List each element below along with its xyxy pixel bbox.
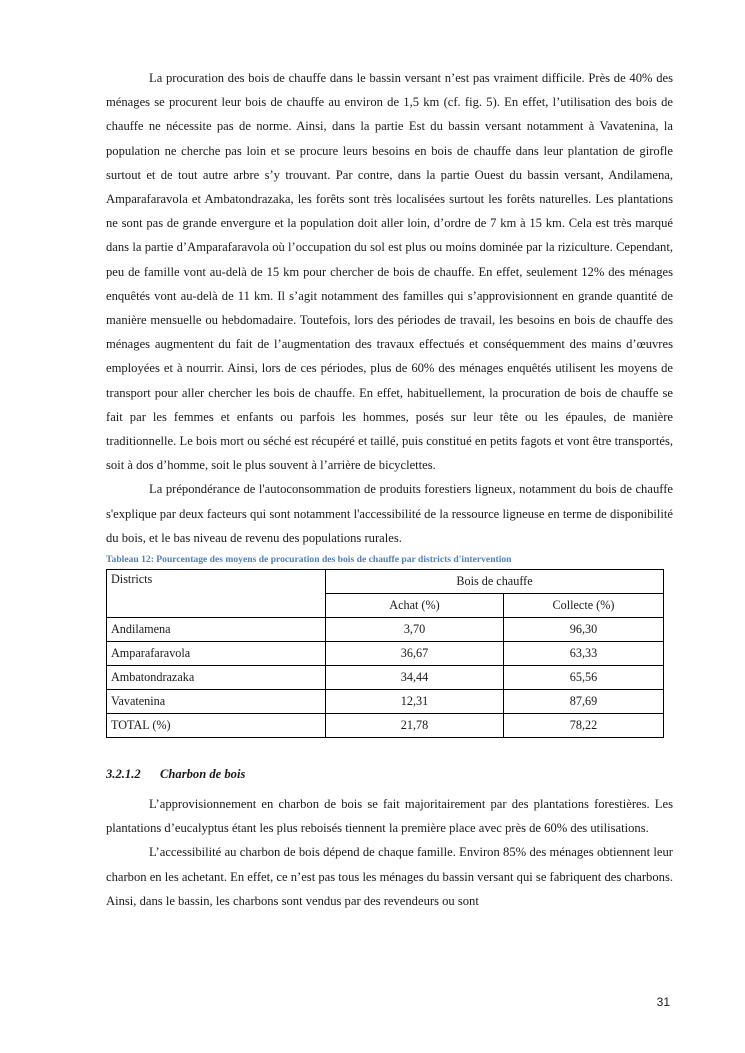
cell-achat: 3,70: [326, 618, 504, 642]
header-bois-de-chauffe: Bois de chauffe: [326, 570, 664, 594]
table-header-row: [107, 570, 664, 594]
cell-collecte: 65,56: [504, 666, 664, 690]
table-row: [107, 618, 664, 642]
table-caption: Tableau 12: Pourcentage des moyens de procuration des bois de chauffe par districts d'intervention: [106, 554, 512, 566]
cell-achat: 21,78: [326, 714, 504, 738]
cell-collecte: 78,22: [504, 714, 664, 738]
paragraph-autoconsommation: La prépondérance de l'autoconsommation de produits forestiers ligneux, notamment du bois de chauffe s'explique par deux facteurs qui sont notamment l'accessibilité de la ressource ligneuse en terme de disponibilité du bois, et le bas niveau de revenu des populations rurales.: [106, 482, 673, 545]
cell-district: Amparafaravola: [107, 642, 326, 666]
header-collecte: Collecte (%): [504, 594, 664, 618]
cell-achat: 36,67: [326, 642, 504, 666]
paragraph-charbon-accessibilite: L’accessibilité au charbon de bois dépend de chaque famille. Environ 85% des ménages obtiennent leur charbon en les achetant. En effet, ce n’est pas tous les ménages du bassin versant qui se fabriquent des charbons. Ainsi, dans le bassin, les charbons sont vendus par des revendeurs ou sont: [106, 845, 674, 908]
table-row: [107, 642, 664, 666]
header-achat: Achat (%): [326, 594, 504, 618]
document-page: [106, 66, 673, 913]
cell-district: Andilamena: [107, 618, 326, 642]
paragraph-charbon-approvisionnement: L’approvisionnement en charbon de bois se fait majoritairement par des plantations forestières. Les plantations d’eucalyptus étant les plus reboisés tiennent la première place avec près de 60% des utilisations.: [106, 797, 673, 836]
procurement-table: [106, 569, 664, 738]
cell-collecte: 63,33: [504, 642, 664, 666]
table-row-total: [107, 714, 664, 738]
cell-collecte: 87,69: [504, 690, 664, 714]
paragraph-bois-de-chauffe-procuration: La procuration des bois de chauffe dans le bassin versant n’est pas vraiment difficile. Près de 40% des ménages se procurent leur bois de chauffe au environ de 1,5 km (cf. fig. 5). En effet, l’utilisation des bois de chauffe ne nécessite pas de norme. Ainsi, dans la partie Est du bassin versant notamment à Vavatenina, la population ne cherche pas loin et se procure leurs besoins en bois de chauffe dans leur plantation de girofle surtout et de tout autre arbre s’y trouvant. Par contre, dans la partie Ouest du bassin versant, Andilamena, Amparafaravola et Ambatondrazaka, les forêts sont très localisées surtout les forêts naturelles. Les plantations ne sont pas de grande envergure et la population doit aller loin, d’ordre de 7 km à 15 km. Cela est très marqué dans la partie d’Amparafaravola où l’occupation du sol est plus ou moins dominée par la riziculture. Cependant, peu de famille vont au-delà de 15 km pour chercher de bois de chauffe. En effet, seulement 12% des ménages enquêtés vont au-delà de 11 km. Il s’agit notamment des familles qui s’approvisionnent en grande quantité de manière mensuelle ou hebdomadaire. Toutefois, lors des périodes de travail, les besoins en bois de chauffe des ménages augmentent du fait de l’augmentation des travaux effectués et conséquemment des mains d’œuvres employées et à nourrir. Ainsi, lors de ces périodes, plus de 60% des ménages enquêtés utilisent les moyens de transport pour aller chercher les bois de chauffe. En effet, habituellement, la procuration de bois de chauffe se fait par les femmes et enfants ou parfois les hommes, posés sur leur tête ou les épaules, de manière traditionnelle. Le bois mort ou séché est récupéré et taillé, puis constitué en petits fagots et vont être transportés, soit à dos d’homme, soit le plus souvent à l’arrière de bicyclettes.: [106, 71, 673, 473]
table-row: [107, 690, 664, 714]
table-row: [107, 666, 664, 690]
cell-district: Vavatenina: [107, 690, 326, 714]
cell-collecte: 96,30: [504, 618, 664, 642]
cell-achat: 12,31: [326, 690, 504, 714]
cell-district: Ambatondrazaka: [107, 666, 326, 690]
section-heading: [106, 762, 673, 786]
header-districts: Districts: [107, 570, 326, 618]
page-number: 31: [656, 995, 670, 1009]
section-title: Charbon de bois: [160, 767, 246, 782]
cell-achat: 34,44: [326, 666, 504, 690]
cell-district: TOTAL (%): [107, 714, 326, 738]
section-number: 3.2.1.2: [106, 767, 141, 782]
